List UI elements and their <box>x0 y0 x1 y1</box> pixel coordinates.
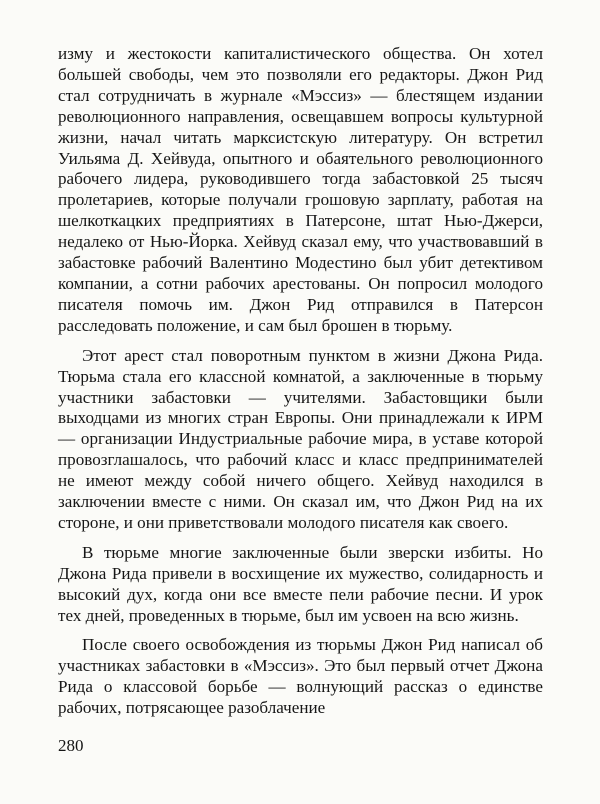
paragraph-3: В тюрьме многие заключенные были зверски избиты. Но Джона Рида привели в восхищение их мужество, солидарность и высокий дух, когда они все вместе пели рабочие песни. И урок тех дней, проведенных в тюрьме, был им усвоен на всю жизнь. <box>58 542 543 625</box>
body-text <box>58 44 543 719</box>
paragraph-2: Этот арест стал поворотным пунктом в жизни Джона Рида. Тюрьма стала его классной комнатой, а заключенные в тюрьму участники забастовки — учителями. Забастовщики были выходцами из многих стран Европы. Они принадлежали к ИРМ — организации Индустриальные рабочие мира, в уставе которой провозглашалось, что рабочий класс и класс предпринимателей не имеют между собой ничего общего. Хейвуд находился в заключении вместе с ними. Он сказал им, что Джон Рид на их стороне, и они приветствовали молодого писателя как своего. <box>58 345 543 532</box>
paragraph-4: После своего освобождения из тюрьмы Джон Рид написал об участниках забастовки в «Мэссиз». Это был первый отчет Джона Рида о классовой борьбе — волнующий рассказ о единстве рабочих, потрясающее разоблачение <box>58 635 543 718</box>
paragraph-1: изму и жестокости капиталистического общества. Он хотел большей свободы, чем это позволяли его редакторы. Джон Рид стал сотрудничать в журнале «Мэссиз» — блестящем издании революционного направления, освещавшем вопросы культурной жизни, начал читать марксистскую литературу. Он встретил Уильяма Д. Хейвуда, опытного и обаятельного революционного рабочего лидера, руководившего тогда забастовкой 25 тысяч пролетариев, которые получали грошовую зарплату, работая на шелкоткацких предприятиях в Патерсоне, штат Нью-Джерси, недалеко от Нью-Йорка. Хейвуд сказал ему, что участвовавший в забастовке рабочий Валентино Модестино был убит детективом компании, а сотни рабочих арестованы. Он попросил молодого писателя помочь им. Джон Рид отправился в Патерсон расследовать положение, и сам был брошен в тюрьму. <box>58 44 543 335</box>
page-number: 280 <box>58 736 84 755</box>
